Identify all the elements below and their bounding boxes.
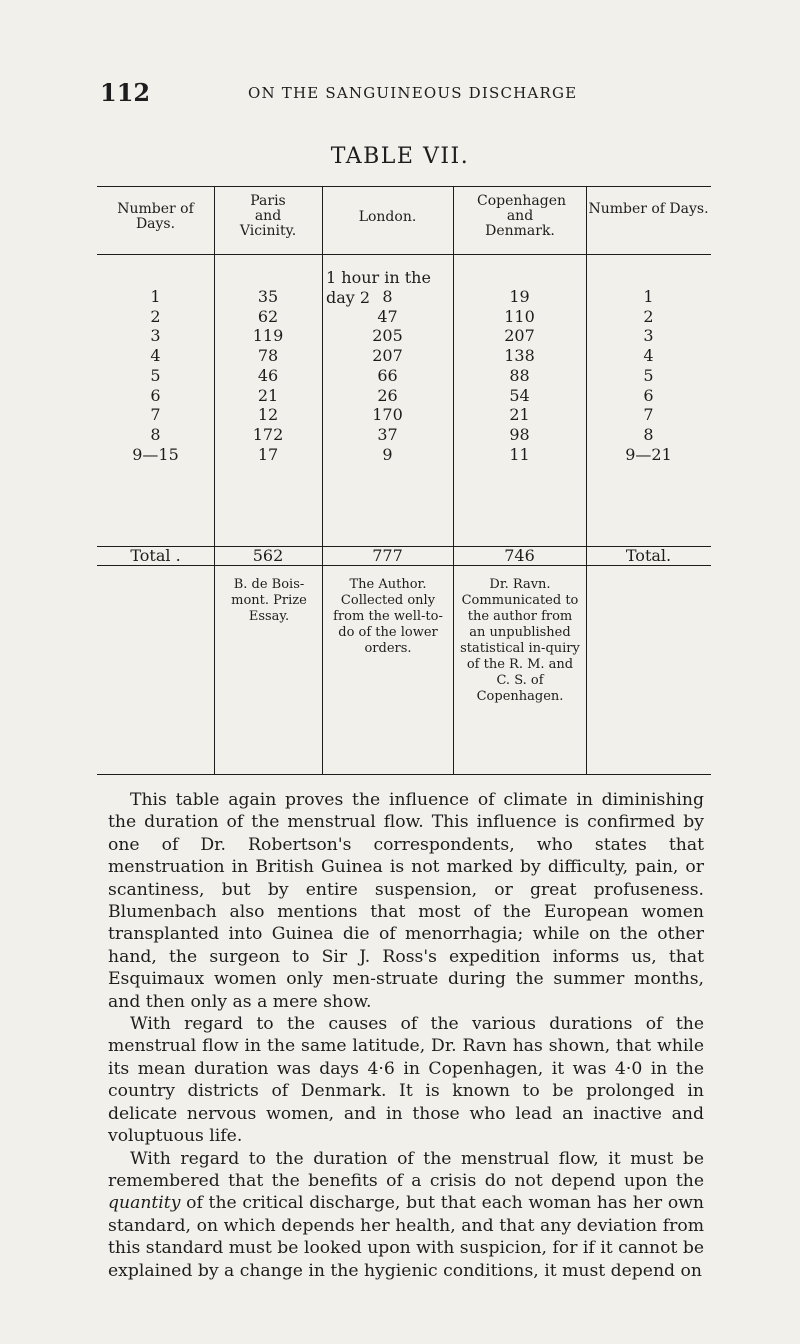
table-cell: 54 (509, 385, 530, 405)
table-cell: 138 (504, 346, 535, 366)
table-bottom-rule (97, 774, 711, 775)
header-days-right: Number of Days. (588, 201, 709, 217)
running-head (100, 78, 720, 108)
table-cell: 11 (509, 444, 530, 464)
table-cell: 7 (643, 405, 654, 425)
table-cell: 8 (643, 424, 654, 444)
table-cell: 21 (509, 405, 530, 425)
table-cell: 1 (643, 287, 654, 306)
table-cell: 19 (509, 287, 530, 306)
source-copenhagen: Dr. Ravn. Communicated to the author from an unpublished statistical in-quiry of the R. M. and C. S. of Copenhagen. (460, 577, 580, 704)
total-paris: 562 (252, 546, 284, 565)
table-cell: 207 (372, 346, 403, 366)
source-paris: B. de Bois-mont. Prize Essay. (231, 577, 307, 624)
table-cell: 6 (643, 385, 654, 405)
paragraph-2: With regard to the causes of the various durations of the menstrual flow in the same latitude, Dr. Ravn has shown, that while its mean duration was days 4·6 in Copenhagen, it was 4·0 in the country districts of Denmark. It is known to be prolonged in delicate nervous women, and in those who lead an inactive and voluptuous life. (108, 1014, 704, 1147)
table-cell: 3 (643, 326, 654, 346)
table-cell: 2 (150, 306, 161, 326)
col-rule-4 (586, 186, 587, 775)
table-cell: 35 (257, 287, 279, 306)
table-cell: 8 (150, 424, 161, 444)
page-number: 112 (100, 78, 151, 107)
table-cell: 47 (377, 306, 398, 326)
table-cell: 21 (257, 385, 279, 405)
table-cell: 78 (257, 346, 279, 366)
table-cell: 170 (372, 405, 403, 425)
table-cell: 88 (509, 365, 530, 385)
col-rule-1-lower (214, 565, 215, 775)
header-rule (97, 254, 711, 255)
table-cell: 1 (150, 287, 161, 306)
running-head-title: ON THE SANGUINEOUS DISCHARGE (248, 84, 578, 102)
table-cell: 4 (643, 346, 654, 366)
table-cell: 12 (257, 405, 279, 425)
header-copenhagen: Copenhagen and Denmark. (477, 193, 567, 239)
table-cell: 46 (257, 365, 279, 385)
header-london: London. (358, 209, 417, 225)
table-cell: 26 (377, 385, 398, 405)
table-cell: 66 (377, 365, 398, 385)
total-london: 777 (372, 546, 403, 565)
header-days-left: Number of Days. (117, 201, 194, 232)
table-cell: 7 (150, 405, 161, 425)
table-cell: 5 (150, 365, 161, 385)
table-cell: 8 (382, 287, 393, 306)
total-bottom-rule (97, 565, 711, 566)
table-cell: 6 (150, 385, 161, 405)
table-top-rule (97, 186, 711, 187)
table-cell: 5 (643, 365, 654, 385)
table-cell: 205 (372, 326, 403, 346)
table-cell: 4 (150, 346, 161, 366)
body-text (108, 789, 704, 1282)
paragraph-3: With regard to the duration of the menstrual flow, it must be remembered that the benefits of a crisis do not depend upon the quantity of the critical discharge, but that each woman has her own standard, on which depends her health, and that any deviation from this standard must be looked upon with suspicion, for if it cannot be explained by a change in the hygienic conditions, it must depend on (108, 1148, 704, 1281)
table-cell: 17 (257, 444, 279, 464)
data-table (97, 186, 711, 776)
table-cell: 172 (252, 424, 284, 444)
total-copenhagen: 746 (504, 546, 535, 565)
table-cell: 37 (377, 424, 398, 444)
table-cell: 3 (150, 326, 161, 346)
table-title: TABLE VII. (330, 144, 470, 169)
table-cell: 119 (252, 326, 284, 346)
london-note: 1 hour in the day 2 (326, 268, 431, 307)
table-cell: 9—15 (132, 444, 179, 464)
header-paris: Paris and Vicinity. (239, 193, 297, 239)
paragraph-1: This table again proves the influence of climate in diminishing the duration of the menstrual flow. This influence is confirmed by one of Dr. Robertson's correspondents, who states that menstruation in British Guinea is not marked by difficulty, pain, or scantiness, but by entire suspension, or great profuseness. Blumenbach also mentions that most of the European women transplanted into Guinea die of menorrhagia; while on the other hand, the surgeon to Sir J. Ross's expedition informs us, that Esquimaux women only men-struate during the summer months, and then only as a mere show. (108, 790, 704, 1012)
table-cell: 9—21 (625, 444, 672, 464)
total-label-left: Total . (130, 546, 181, 565)
table-cell: 2 (643, 306, 654, 326)
total-label-right: Total. (625, 546, 672, 565)
table-cell: 98 (509, 424, 530, 444)
table-cell: 9 (382, 444, 393, 464)
table-cell: 62 (257, 306, 279, 326)
table-cell: 110 (504, 306, 535, 326)
table-cell: 207 (504, 326, 535, 346)
source-london: The Author. Collected only from the well-to-do of the lower orders. (333, 577, 443, 656)
